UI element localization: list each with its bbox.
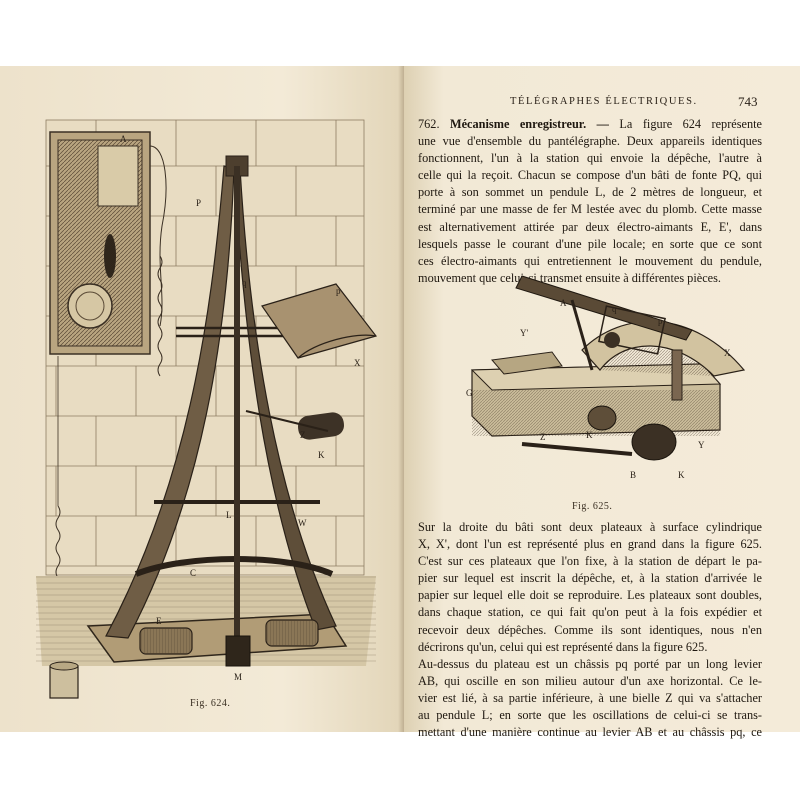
running-head: TÉLÉGRAPHES ÉLECTRIQUES. — [510, 96, 698, 107]
label-K2: K — [678, 470, 685, 480]
paragraph-762-first-line — [418, 116, 762, 133]
paragraph-frame-line-1: AB, qui oscille en son milieu autour d'un axe horizontal. Ce le- — [418, 674, 762, 689]
left-page — [0, 66, 404, 732]
figure-624-caption: Fig. 624. — [190, 698, 231, 709]
label-Z: Z — [300, 430, 306, 440]
label-W: W — [298, 518, 307, 528]
paragraph-762-line-3: celle qui la reçoit. Chacun se compose d'un bâti de fonte PQ, qui — [418, 168, 762, 183]
label-X: X — [354, 358, 361, 368]
paragraph-762-line-9: mouvement que celui-ci transmet ensuite à différentes pièces. — [418, 270, 721, 285]
label-Y-prime: Y' — [520, 328, 529, 338]
label-A: A — [120, 134, 127, 144]
paragraph-plates-line-5: dans chaque station, ce qui fait qu'on peut à la fois expédier et — [418, 605, 762, 620]
paragraph-frame-line-2: vier est lié, à sa partie inférieure, à une bielle Z qui va s'attacher — [418, 691, 762, 706]
label-p: p — [658, 316, 663, 326]
paragraph-plates-line-4: papier sur lequel elle doit se reproduire. Les plateaux sont doubles, — [418, 588, 762, 603]
paragraph-762-line-7: lesquels passe le courant d'une pile locale; en sorte que ce sont — [418, 236, 762, 251]
connecting-rod-z — [522, 444, 632, 454]
open-book — [0, 66, 800, 740]
section-number: 762. — [418, 117, 440, 131]
label-G: G — [466, 388, 473, 398]
label-K: K — [318, 450, 325, 460]
lever-ab — [516, 276, 692, 340]
figure-624-pantelegraph-engraving — [36, 106, 376, 696]
label-K: K — [586, 430, 593, 440]
paragraph-plates — [418, 519, 762, 656]
battery-jar — [50, 662, 78, 698]
label-E: E — [156, 616, 162, 626]
paragraph-762-line-2: fonctionnent, l'un à la station qui envoie la dépêche, l'autre à — [418, 151, 762, 166]
label-M: M — [234, 672, 243, 682]
paragraph-frame-line-4: mettant d'une manière continue au levier AB et au châssis pq, ce — [418, 725, 762, 740]
paragraph-plates-line-3: pier sur lequel est inscrit la dépêche, et, à la station d'arrivée le — [418, 571, 762, 586]
paragraph-frame-line-0: Au-dessus du plateau est un châssis pq porté par un long levier — [418, 657, 762, 671]
paragraph-frame-line-3: au pendule L; en sorte que les oscillations de celui-ci se trans- — [418, 708, 762, 723]
label-L: L — [226, 510, 232, 520]
paragraph-plates-line-1: X, X', dont l'un est représenté plus en grand dans la figure 625. — [418, 537, 762, 552]
paragraph-plates-line-7: décrirons qu'un, celui qui est représenté dans la figure 625. — [418, 639, 708, 654]
right-page — [404, 66, 800, 740]
paragraph-762-line-8: ces électro-aimants qui entretiennent le mouvement du pendule, — [418, 253, 762, 268]
label-q: q — [242, 278, 247, 288]
paragraph-plates-line-6: recevoir deux dépêches. Comme ils sont identiques, nous n'en — [418, 622, 762, 637]
label-B: B — [630, 470, 637, 480]
paragraph-762-line-1: une vue d'ensemble du pantélégraphe. Deux appareils identiques — [418, 134, 762, 149]
label-C: C — [190, 568, 197, 578]
label-Y: Y — [698, 440, 705, 450]
label-P: P — [196, 198, 202, 208]
label-q: q — [612, 304, 617, 314]
page-number: 743 — [738, 94, 758, 109]
wall-clock-case — [50, 132, 166, 354]
label-p: p — [336, 286, 341, 296]
paragraph-762-line-6: est alternativement attirée par deux électro-aimants E, E', dans — [418, 219, 762, 234]
label-Z: Z — [540, 432, 546, 442]
paragraph-plates-line-0: Sur la droite du bâti sont deux plateaux à surface cylindrique — [418, 520, 762, 534]
paragraph-plates-line-2: C'est sur ces plateaux que l'on fixe, à la station de départ le pa- — [418, 554, 762, 569]
paragraph-762-line-5: terminé par une masse de fer M lestée avec du plomb. Cette masse — [418, 202, 762, 217]
label-A: A — [560, 298, 567, 308]
paragraph-frame — [418, 656, 762, 741]
figure-625-plate-engraving — [452, 260, 752, 490]
label-X: X — [724, 348, 731, 358]
section-title: Mécanisme enregistreur. — — [449, 117, 609, 131]
figure-625-caption: Fig. 625. — [572, 501, 613, 512]
paragraph-762-line-0: La figure 624 représente — [619, 117, 763, 131]
paragraph-762-line-4: porte à son sommet un pendule L, de 2 mètres de longueur, et — [418, 185, 762, 200]
